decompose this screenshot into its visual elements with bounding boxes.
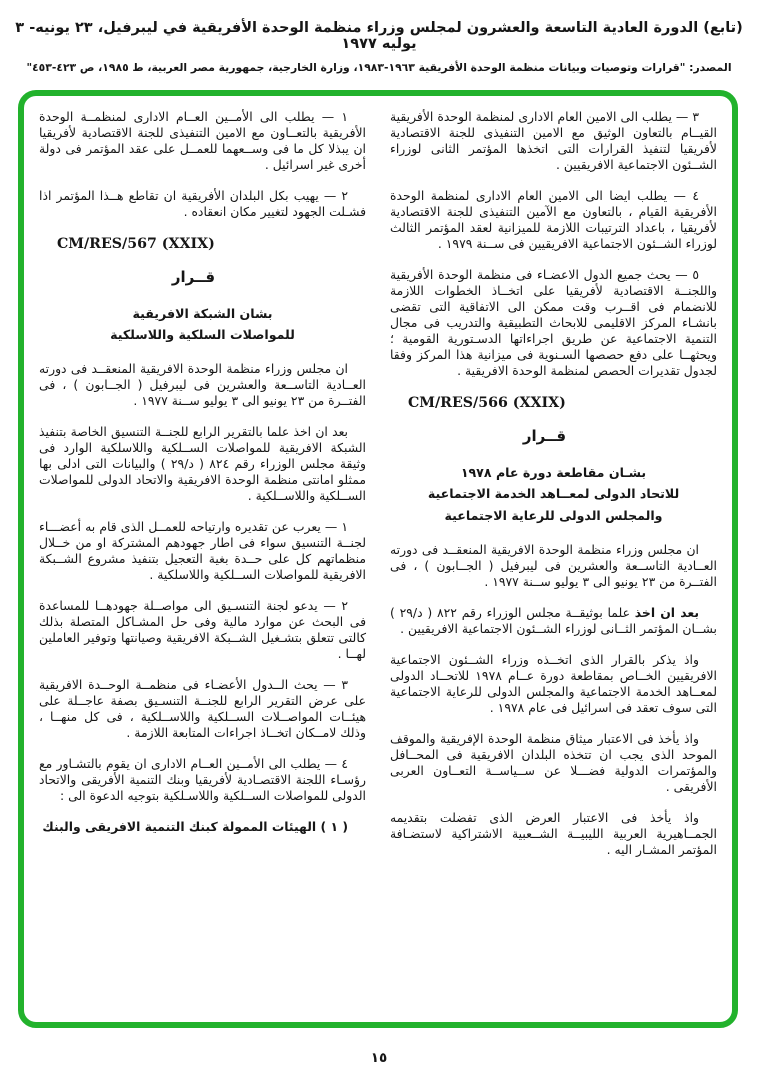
- operative-paragraph: ١ — يعرب عن تقديره وارتياحه للعمــل الذى قام به أعضـــاء لجنــة التنسيق سواء فى اطار جهودهم المشتركة او من خــلال منظماتهم كل على حــدة بغية التعجيل بتنفيذ مشروع الشــبكة الافريقية للمواصلات الســلكية واللاسلكية .: [39, 518, 366, 582]
- recital-paragraph: واذ يذكر بالقرار الذى اتخــذه وزراء الشــئون الاجتماعية الافريقيين الخــاص بمقاطعة دورة عــام ١٩٧٨ للاتحــاد الدولى لمعــاهد الخدمة الاجتماعية والمجلس الدولى للرعاية الاجتماعية التى سوف تعقد فى اسرائيل فى عام ١٩٧٨ .: [390, 651, 717, 715]
- column-left: [39, 109, 366, 873]
- recital-paragraph: واذ يأخذ فى الاعتبار العرض الذى تفضلت بتقديمه الجمــاهيرية العربية الليبيــة الشــعبية الاشتراكية لاستضـافة المؤتمر المشـار اليه .: [390, 809, 717, 857]
- operative-paragraph-2: ٢ — يهيب بكل البلدان الأفريقية ان تقاطع هــذا المؤتمر اذا فشـلت الجهود لتغيير مكان انعقاده .: [39, 188, 366, 219]
- source-citation: المصدر: "قرارات وتوصيات وبيانات منظمة الوحدة الأفريقية ١٩٦٣-١٩٨٣، وزارة الخارجية، جمهورية مصر العربية، ط ١٩٨٥، ص ٤٢٣-٤٥٣": [26, 61, 732, 74]
- operative-paragraph: ٣ — يحث الــدول الأعضـاء فى منظمــة الوحــدة الافريقية على عرض التقرير الرابع للجنــة التنسـيق بصفة عاجــلة على هيئــات المواصــلات الســلكية واللاســلكية ، فى كل منهــا ، وذلك لامــكان اتخــاذ اجراءات المتابعة اللازمة .: [39, 676, 366, 740]
- preamble-paragraph: [390, 605, 717, 637]
- two-column-layout: [24, 96, 732, 873]
- operative-paragraph-4: ٤ — يطلب ايضا الى الامين العام الادارى لمنظمة الوحدة الأفريقية القيام ، بالتعاون مع الآمين التنفيذى للجنة الاقتصادية لأفريقيا ، باعداد الترتيبات اللازمة للميزانية لعقد المؤتمر الثالث لوزراء الشــئون الاجتماعية الافريقيين فى ســنة ١٩٧٩ .: [390, 188, 717, 251]
- resolution-title-line: بشـان مقاطعة دورة عام ١٩٧٨: [460, 464, 647, 480]
- preamble-paragraph: ان مجلس وزراء منظمة الوحدة الافريقية المنعقــد فى دورته العــادية التاســعة والعشرين فى ليبرفيل ( الجــابون ) ، فى الفتــرة من ٢٣ يونيو الى ٣ يوليو ســنة ١٩٧٧ .: [39, 360, 366, 408]
- operative-paragraph: ٤ — يطلب الى الأمــين العــام الادارى ان يقوم بالتشـاور مع رؤسـاء اللجنة الاقتصـادية لأفريقيا وبنك التنمية الأفريقى والاتحاد الدولى للمواصلات الســلكية واللاسـلكية بتوجيه الدعوة الى :: [39, 755, 366, 803]
- resolution-title: [39, 303, 366, 346]
- resolution-heading: قــرار: [522, 427, 567, 446]
- page-header: [0, 20, 758, 74]
- operative-paragraph: ٢ — يدعو لجنة التنسـيق الى مواصــلة جهودهــا للمساعدة فى البحث عن موارد مالية وفى حل المشـاكل المتصلة بذلك كالتى تتعلق بتشـغيل الشــبكة الافريقية وصيانتها وتوفير العاملين لهــا .: [39, 597, 366, 661]
- resolution-title-line: بشان الشبكة الافريقية: [132, 305, 273, 321]
- document-frame: [18, 90, 738, 1028]
- resolution-title-line: للاتحاد الدولى لمعــاهد الخدمة الاجتماعية: [427, 486, 680, 502]
- page-number: ١٥: [370, 1050, 388, 1066]
- resolution-title-line: والمجلس الدولى للرعاية الاجتماعية: [444, 507, 663, 523]
- preamble-paragraph: ان مجلس وزراء منظمة الوحدة الافريقية المنعقــد فى دورته العــادية التاســعة والعشرين فى ليبرفيل ( الجــابون ) ، فى الفتــرة من ٢٣ يونيو الى ٣ يوليو ســنة ١٩٧٧ .: [390, 541, 717, 589]
- resolution-code-567: CM/RES/567 (XXIX): [57, 236, 215, 252]
- resolution-heading: قــرار: [171, 268, 216, 287]
- footnote-line: ( ١ ) الهيئات الممولة كبنك التنمية الافريقى والبنك: [42, 818, 348, 834]
- preamble-lead: بعد ان اخذ: [634, 604, 699, 620]
- column-right: [390, 109, 717, 873]
- operative-paragraph-1: ١ — يطلب الى الأمــين العــام الادارى لمنظمــة الوحدة الأفريقية بالتعــاون مع الامين التنفيذى للجنة الاقتصادية لأفريقيا ان يبذلا كل ما فى وســعهما للعمــل على عقد المؤتمر فى دولة أخرى غير اسرائيل .: [39, 109, 366, 172]
- operative-paragraph-5: ٥ — يحث جميع الدول الاعضـاء فى منظمة الوحدة الأفريقية واللجنــة الاقتصادية لأفريقيا على اتخــاذ الخطوات اللازمة للانضمام فى اقــرب وقت ممكن الى الاتفاقية التى تقضى بانشـاء المركز الاقليمى للابحاث التطبيقية والتدريب فى مجال التنمية الاجتماعية عن طريق اجراءاتها الدسـتورية القومية ؛ ويحثهــا على دفع حصصها السـنوية فى ميزانية هذا المركز وفقا لجدول تقديرات الحصص لمنظمة الوحدة الافريقية .: [390, 267, 717, 378]
- resolution-title: [390, 462, 717, 527]
- preamble-paragraph: بعد ان اخذ علما بالتقرير الرابع للجنــة التنسيق الخاصة بتنفيذ الشبكة الافريقية للمواصلات الســلكية واللاسلكية الوارد فى وثيقة مجلس الوزراء رقم ٨٢٤ ( د/٢٩ ) والبيانات التى ادلى بها ممثلو امانتى منظمة الوحدة الافريقية والاتحاد الدولى للمواصلات الســلكية واللاســلكية .: [39, 423, 366, 503]
- preamble-rest: علما بوثيقــة مجلس الوزراء رقم ٨٢٢ ( د/٢٩ ) بشــان المؤتمر الثــانى لوزراء الشــئون الاجتماعية الافريقيين .: [390, 604, 717, 636]
- resolution-code-566: CM/RES/566 (XXIX): [408, 395, 566, 411]
- resolution-title-line: للمواصلات السلكية واللاسلكية: [110, 327, 295, 343]
- session-title: (تابع) الدورة العادية التاسعة والعشرون لمجلس وزراء منظمة الوحدة الأفريقية في ليبرفيل، ٢٣ يونيه- ٣ يوليه ١٩٧٧: [15, 20, 743, 52]
- recital-paragraph: واذ يأخذ فى الاعتبار ميثاق منظمة الوحدة الإفريقية والموقف الموحد الذى يجب ان تتخذه البلدان الافريقية فى المحــافل والمؤتمرات الدولية فضـــلا عن ســياســة التعــاون العربى الأفريقى .: [390, 730, 717, 794]
- operative-paragraph-3: ٣ — يطلب الى الامين العام الادارى لمنظمة الوحدة الأفريقية القيــام بالتعاون الوثيق مع الامين التنفيذى للجنة الاقتصادية لأفريقيا لتنفيذ القرارات التى اتخذها المؤتمر الثانى لوزراء الشــئون الاجتماعية الافريقيين .: [390, 109, 717, 172]
